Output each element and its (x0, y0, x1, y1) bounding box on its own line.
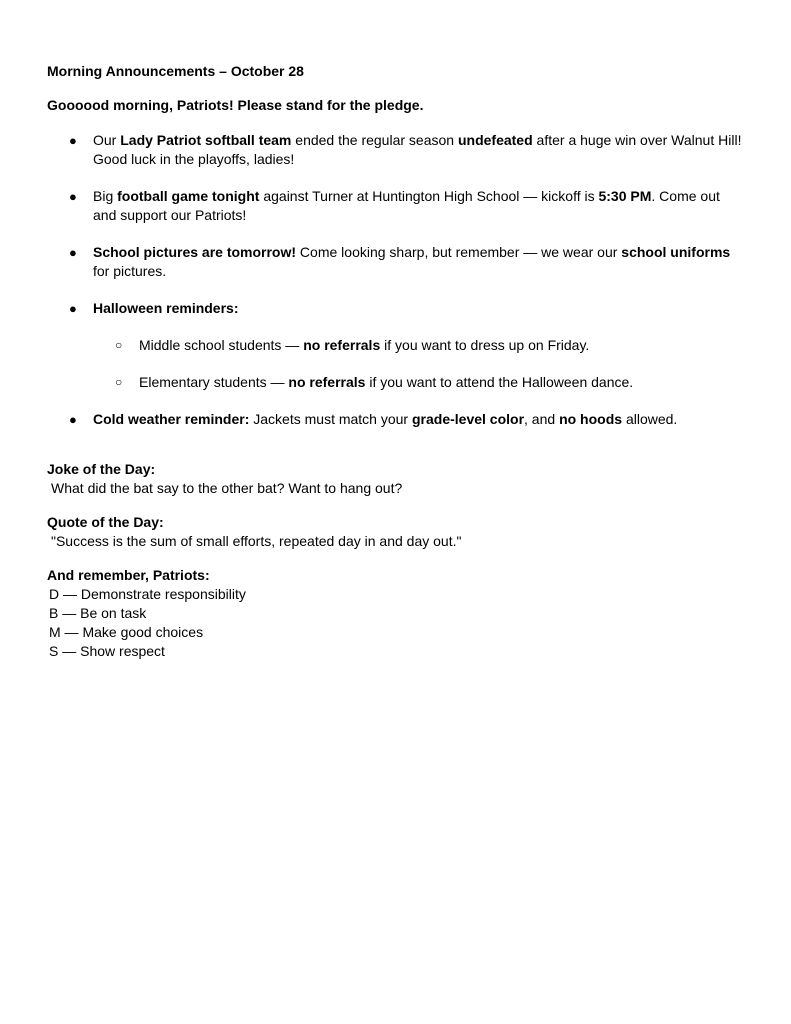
bold-text: no hoods (559, 411, 623, 427)
bullet-icon: ● (69, 189, 77, 204)
dbms-item: S — Show respect (49, 643, 165, 659)
text: Our (93, 132, 121, 148)
bold-text: 5:30 PM (598, 188, 652, 204)
remember-section (47, 566, 747, 661)
quote-section (47, 513, 747, 551)
bold-text: undefeated (457, 132, 533, 148)
announcement-football (47, 187, 747, 225)
text: for pictures. (93, 263, 167, 279)
bold-text: school uniforms (621, 244, 731, 260)
bullet-icon: ● (69, 412, 77, 427)
sub-bullet-icon: ○ (115, 338, 123, 352)
text: if you want to dress up on Friday. (380, 337, 590, 353)
text: after a huge win over Walnut Hill! Good luck in the playoffs, ladies! (93, 132, 742, 167)
bold-text: no referrals (288, 374, 366, 390)
text: Big (93, 188, 118, 204)
text: Come looking sharp, but remember — we wear our (296, 244, 622, 260)
bold-text: Halloween reminders: (93, 300, 239, 316)
bold-text: School pictures are tomorrow! (93, 244, 297, 260)
dbms-item: D — Demonstrate responsibility (49, 586, 246, 602)
document-page (47, 62, 747, 661)
joke-section (47, 460, 747, 498)
text: if you want to attend the Halloween dance. (365, 374, 634, 390)
text: Elementary students — (139, 374, 289, 390)
text: , and (524, 411, 560, 427)
bullet-icon: ● (69, 301, 77, 316)
text: allowed. (622, 411, 678, 427)
announcement-list (47, 131, 747, 429)
bullet-icon: ● (69, 245, 77, 260)
halloween-sub-list (93, 336, 747, 392)
greeting: Goooood morning, Patriots! Please stand for the pledge. (47, 97, 424, 113)
announcement-softball (47, 131, 747, 169)
document-title: Morning Announcements – October 28 (47, 63, 304, 79)
bold-text: Lady Patriot softball team (120, 132, 292, 148)
text: . Come out and support our Patriots! (93, 188, 720, 223)
text: Middle school students — (139, 337, 304, 353)
announcement-halloween (47, 299, 747, 392)
announcement-cold-weather (47, 410, 747, 429)
bold-text: Cold weather reminder: (93, 411, 250, 427)
joke-heading: Joke of the Day: (47, 461, 156, 477)
sub-bullet-icon: ○ (115, 375, 123, 389)
text: against Turner at Huntington High School — kickoff is (259, 188, 599, 204)
sub-item-elementary (93, 373, 747, 392)
quote-heading: Quote of the Day: (47, 514, 164, 530)
text: Jackets must match your (249, 411, 412, 427)
bold-text: football game tonight (117, 188, 260, 204)
remember-heading: And remember, Patriots: (47, 567, 210, 583)
dbms-item: B — Be on task (49, 605, 147, 621)
bold-text: grade-level color (411, 411, 525, 427)
sub-item-middle-school (93, 336, 747, 355)
quote-text: "Success is the sum of small efforts, repeated day in and day out." (51, 533, 462, 549)
bold-text: no referrals (303, 337, 381, 353)
announcement-pictures (47, 243, 747, 281)
bullet-icon: ● (69, 133, 77, 148)
dbms-item: M — Make good choices (49, 624, 204, 640)
joke-text: What did the bat say to the other bat? Want to hang out? (51, 480, 403, 496)
text: ended the regular season (291, 132, 458, 148)
